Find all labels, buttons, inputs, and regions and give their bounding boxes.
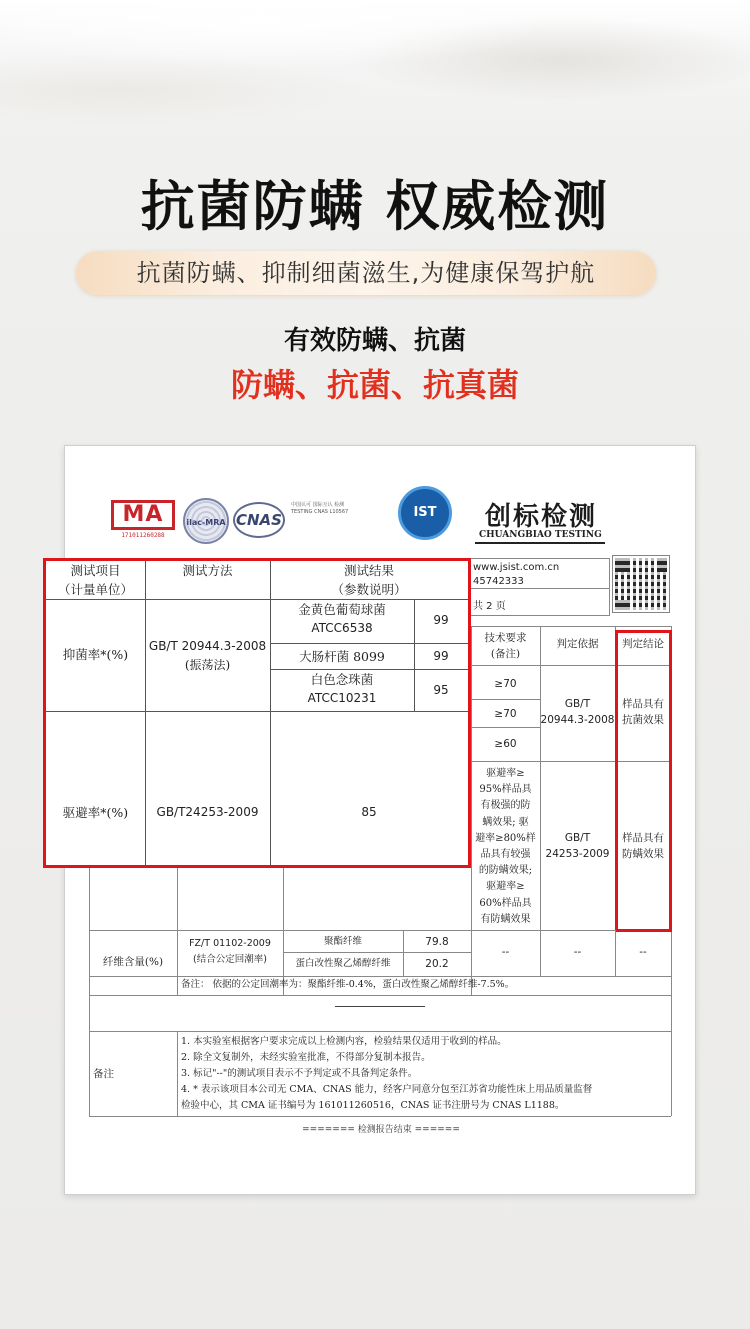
- requirement-mite-line: 避率≥80%样: [475, 832, 536, 844]
- overlay-value-ecoli: 99: [433, 649, 449, 663]
- header-basis: 判定依据: [556, 638, 599, 650]
- subtitle-effect: 有效防螨、抗菌: [283, 326, 466, 356]
- remark-3: 3. 标记"--"的测试项目表示不予判定或不具备判定条件。: [181, 1068, 418, 1079]
- company-name-cn: 创标检测: [485, 502, 598, 532]
- enlarged-results-table: [43, 558, 471, 868]
- header-requirement: [471, 630, 540, 662]
- fiber-method: [177, 936, 283, 968]
- ist-logo: IST: [398, 486, 452, 540]
- requirement-mite-line: 60%样品具: [479, 897, 532, 909]
- requirement-mite-line: 品具有较强: [480, 849, 531, 861]
- separator-line: [335, 1006, 425, 1007]
- silk-background: [0, 0, 750, 140]
- requirement-mite-line: 螨效果; 驱: [482, 816, 529, 828]
- fiber-note: 备注： 依据的公定回潮率为：聚酯纤维-0.4%，蛋白改性聚乙烯醇纤维-7.5%。: [181, 979, 515, 990]
- basis-mite: [540, 830, 615, 862]
- report-info-box: [470, 558, 610, 616]
- overlay-method-antibacterial: [145, 637, 270, 675]
- table-line: [471, 626, 671, 627]
- table-line: [471, 699, 540, 700]
- table-line: [89, 1116, 671, 1117]
- requirement-ecoli: ≥70: [494, 708, 517, 720]
- requirement-mite-line: 有防螨效果: [480, 913, 531, 925]
- fiber-name-1: 聚酯纤维: [323, 936, 362, 947]
- requirement-mite-line: 的防螨效果;: [478, 865, 533, 877]
- requirement-mite-line: 95%样品具: [479, 784, 532, 796]
- overlay-strain-candida: [270, 671, 414, 707]
- overlay-value-staph: 99: [433, 613, 449, 627]
- overlay-strain-ecoli: 大肠杆菌 8099: [299, 649, 385, 664]
- overlay-item-mite: 驱避率*(%): [62, 805, 129, 820]
- fiber-value-2: 20.2: [425, 958, 449, 970]
- overlay-line: [270, 669, 468, 670]
- report-phone: 45742333: [473, 576, 524, 587]
- info-divider: [471, 588, 609, 589]
- overlay-strain-candida-line2: ATCC10231: [307, 691, 377, 705]
- table-line: [471, 727, 540, 728]
- basis-mite-line1: GB/T: [564, 832, 591, 844]
- overlay-header-item: [46, 561, 145, 599]
- fiber-conclusion: --: [639, 946, 647, 958]
- fiber-name-2: 蛋白改性聚乙烯醇纤维: [295, 958, 391, 969]
- header-requirement-line2: (备注): [490, 648, 521, 660]
- subtitle-highlight: 防螨、抗菌、抗真菌: [230, 366, 519, 404]
- cnas-logo-caption: 中国认可 国际互认 检测 TESTING CNAS L10567: [291, 502, 349, 515]
- overlay-method-antibacterial-line1: GB/T 20944.3-2008: [148, 639, 267, 653]
- fiber-value-1: 79.8: [425, 936, 449, 948]
- cma-logo-text: MA: [111, 500, 175, 530]
- overlay-header-result: [270, 561, 468, 599]
- remark-2: 2. 除全文复制外，未经实验室批准，不得部分复制本报告。: [181, 1052, 431, 1063]
- fiber-requirement: --: [501, 946, 510, 958]
- overlay-header-result-line1: 测试结果: [343, 563, 394, 578]
- report-website: www.jsist.com.cn: [473, 562, 560, 573]
- overlay-header-item-line2: （计量单位）: [57, 582, 133, 597]
- table-line: [283, 952, 471, 953]
- overlay-method-mite: GB/T24253-2009: [156, 805, 259, 819]
- requirement-mite: [471, 766, 540, 928]
- overlay-strain-staph-line2: ATCC6538: [311, 621, 373, 635]
- overlay-method-antibacterial-line2: (振荡法): [184, 658, 231, 672]
- cma-logo-number: 171011260288: [121, 532, 165, 539]
- report-end-text: ======= 检测报告结束 ======: [302, 1125, 460, 1135]
- overlay-strain-staph: [270, 601, 414, 637]
- conclusion-mite-line2: 防螨效果: [622, 848, 664, 860]
- overlay-line: [46, 711, 468, 712]
- basis-mite-line2: 24253-2009: [545, 848, 610, 860]
- basis-antibacterial-line1: GB/T: [564, 698, 591, 710]
- fiber-method-line2: (结合公定回潮率): [193, 954, 267, 965]
- conclusion-antibacterial-line2: 抗菌效果: [622, 714, 664, 726]
- overlay-strain-candida-line1: 白色念珠菌: [310, 672, 374, 687]
- table-line: [89, 995, 671, 996]
- company-underline: [475, 542, 605, 544]
- slogan-banner: 抗菌防螨、抑制细菌滋生,为健康保驾护航: [76, 251, 656, 295]
- requirement-candida: ≥60: [494, 738, 517, 750]
- conclusion-antibacterial-line1: 样品具有: [622, 698, 664, 710]
- requirement-mite-line: 有极强的防: [480, 800, 531, 812]
- requirement-staph: ≥70: [494, 678, 517, 690]
- qr-code: [613, 556, 669, 612]
- ilac-mra-logo: ilac-MRA: [183, 498, 229, 544]
- cma-logo: [111, 500, 175, 539]
- basis-antibacterial-line2: 20944.3-2008: [540, 714, 615, 726]
- conclusion-mite-line1: 样品具有: [622, 832, 664, 844]
- remark-4-line1: 4. * 表示该项目本公司无 CMA、CNAS 能力，经客户同意分包至江苏省功能性床上用品质量监督: [181, 1084, 593, 1095]
- table-line: [540, 626, 541, 930]
- remark-4-line2: 检验中心，其 CMA 证书编号为 161011260516，CNAS 证书注册号为 CNAS L1188。: [181, 1100, 565, 1111]
- remark-1: 1. 本实验室根据客户要求完成以上检测内容，检验结果仅适用于收到的样品。: [181, 1036, 507, 1047]
- requirement-mite-line: 驱避率≥: [486, 881, 525, 893]
- requirement-mite-line: 驱避率≥: [486, 768, 525, 779]
- remarks-label: 备注: [93, 1068, 114, 1080]
- overlay-value-mite: 85: [361, 805, 377, 819]
- conclusion-highlight-box: [615, 630, 672, 932]
- page-headline: 抗菌防螨 权威检测: [140, 175, 610, 238]
- header-requirement-line1: 技术要求: [484, 632, 527, 644]
- header-conclusion: 判定结论: [622, 638, 664, 650]
- company-name-en: CHUANGBIAO TESTING: [479, 530, 602, 540]
- fiber-method-line1: FZ/T 01102-2009: [189, 938, 271, 949]
- fiber-basis: --: [573, 946, 582, 958]
- overlay-value-candida: 95: [433, 683, 449, 697]
- fiber-item: 纤维含量(%): [102, 956, 164, 968]
- basis-antibacterial: [540, 696, 615, 728]
- overlay-item-antibacterial: 抑菌率*(%): [62, 647, 129, 662]
- report-pages: 共 2 页: [473, 601, 506, 612]
- overlay-header-result-line2: （参数说明）: [331, 582, 407, 597]
- overlay-header-method: 测试方法: [182, 563, 233, 578]
- overlay-header-item-line1: 测试项目: [70, 563, 121, 578]
- overlay-line: [46, 599, 468, 600]
- overlay-line: [270, 643, 468, 644]
- overlay-strain-staph-line1: 金黄色葡萄球菌: [298, 602, 386, 617]
- table-line: [177, 1031, 178, 1116]
- cnas-logo: CNAS: [233, 502, 285, 538]
